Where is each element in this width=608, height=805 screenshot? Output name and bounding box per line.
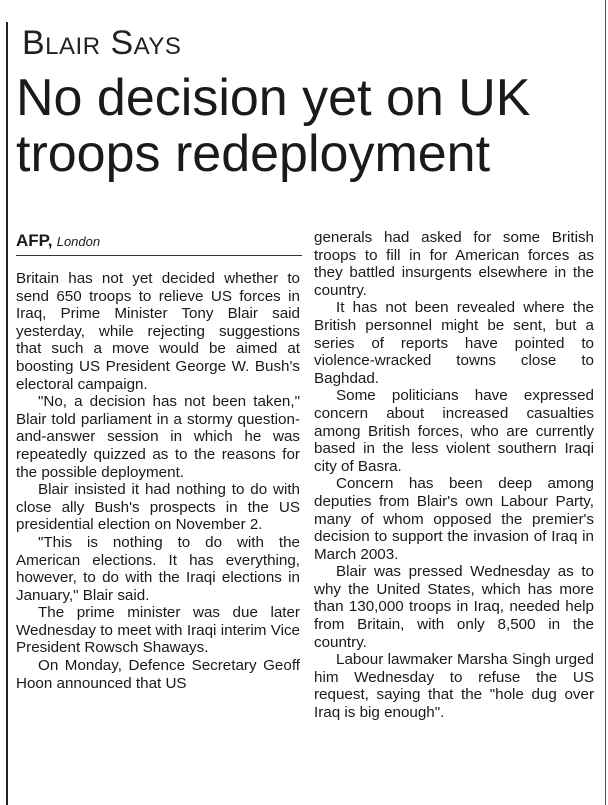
article-column-right — [314, 229, 594, 722]
paragraph: Blair insisted it had nothing to do with close ally Bush's prospects in the US presidential election on November 2. — [16, 481, 300, 534]
paragraph: Concern has been deep among deputies from Blair's own Labour Party, many of whom opposed the premier's decision to support the invasion of Iraq in March 2003. — [314, 475, 594, 563]
left-rule — [6, 22, 8, 805]
paragraph: On Monday, Defence Secretary Geoff Hoon announced that US — [16, 657, 300, 692]
paragraph: Labour lawmaker Marsha Singh urged him Wednesday to refuse the US request, saying that the "hole dug over Iraq is big enough". — [314, 651, 594, 722]
paragraph: Some politicians have expressed concern about increased casualties among British forces, who are currently based in the less violent southern Iraqi city of Basra. — [314, 387, 594, 475]
paragraph: "This is nothing to do with the American elections. It has everything, however, to do with the Iraqi elections in January," Blair said. — [16, 533, 300, 604]
byline — [16, 230, 302, 256]
byline-city: London — [56, 234, 101, 249]
article-column-left — [16, 270, 300, 692]
paragraph: It has not been revealed where the British personnel might be sent, but a series of reports have pointed to violence-wracked towns close to Baghdad. — [314, 299, 594, 387]
byline-agency: AFP, — [16, 231, 53, 250]
paragraph: Blair was pressed Wednesday as to why the United States, which has more than 130,000 troops in Iraq, needed help from Britain, with only 8,500 in the country. — [314, 563, 594, 651]
kicker: Blair Says — [22, 24, 182, 62]
paragraph: "No, a decision has not been taken," Blair told parliament in a stormy question-and-answer session in which he was repeatedly quizzed as to the reasons for the possible deployment. — [16, 393, 300, 481]
paragraph: generals had asked for some British troops to fill in for American forces as they battled insurgents elsewhere in the country. — [314, 229, 594, 299]
paragraph: The prime minister was due later Wednesday to meet with Iraqi interim Vice President Rowsch Shaways. — [16, 604, 300, 657]
paragraph: Britain has not yet decided whether to send 650 troops to relieve US forces in Iraq, Prime Minister Tony Blair said yesterday, while rejecting suggestions that such a move would be aimed at boosting US President George W. Bush's electoral campaign. — [16, 270, 300, 393]
headline: No decision yet on UK troops redeployment — [16, 69, 531, 183]
